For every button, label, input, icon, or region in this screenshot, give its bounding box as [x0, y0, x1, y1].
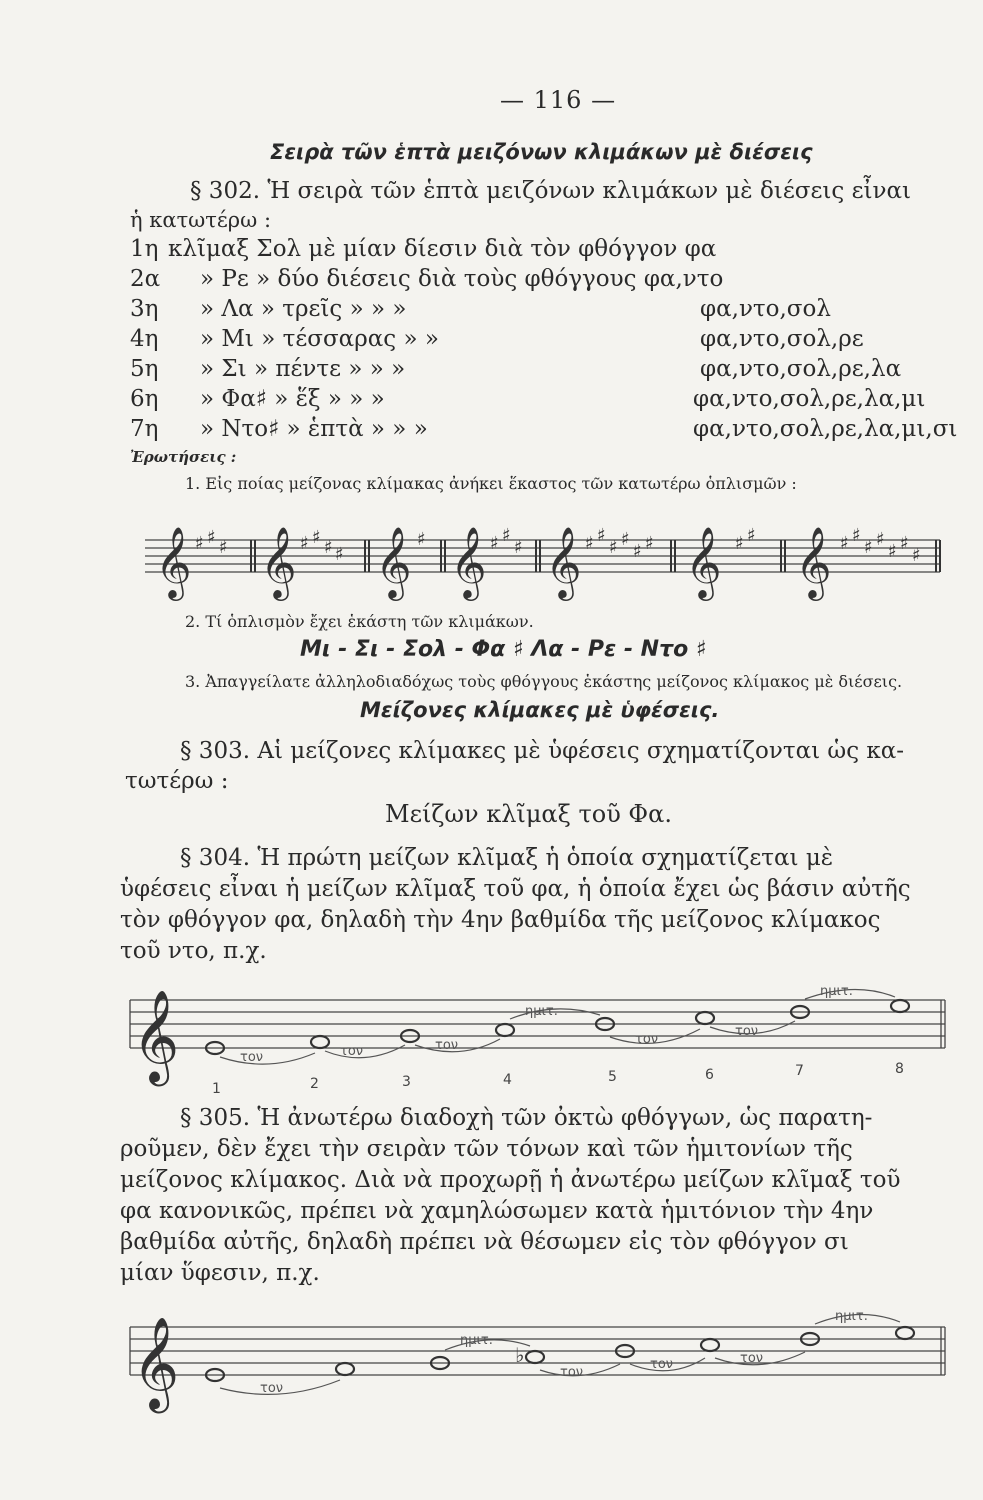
tone-label: τον [635, 1032, 659, 1047]
paragraph-302-line2: ἡ κατωτέρω : [130, 208, 272, 232]
scale-row-ord: 6η [130, 386, 159, 412]
svg-text:♯: ♯ [633, 541, 642, 562]
flat-icon: ♭ [515, 1343, 525, 1367]
paragraph-305-line6: μίαν ὕφεσιν, π.χ. [120, 1260, 320, 1286]
svg-text:♯: ♯ [490, 533, 499, 554]
scale-row-text: » Φα♯ » ἕξ » » » [200, 386, 385, 412]
tone-label: τον [260, 1381, 284, 1396]
paragraph-305-line5: βαθμίδα αὐτῆς, δηλαδὴ πρέπει νὰ θέσωμεν εἰς τὸν φθόγγον σι [120, 1229, 849, 1255]
tone-label: τον [740, 1351, 764, 1366]
scale-row-ord: 7η [130, 416, 159, 442]
scale-row-text: κλῖμαξ Σολ μὲ μίαν δίεσιν διὰ τὸν φθόγγον φα [168, 236, 717, 262]
tone-label: τον [435, 1038, 459, 1053]
tone-label: τον [560, 1365, 584, 1380]
svg-text:♯: ♯ [864, 537, 873, 558]
degree-number: 4 [503, 1072, 512, 1088]
paragraph-303-line1: § 303. Αἱ μείζονες κλίμακες μὲ ὑφέσεις σχηματίζονται ὡς κα- [180, 738, 905, 764]
paragraph-304-line3: τὸν φθόγγον φα, δηλαδὴ τὴν 4ην βαθμίδα τῆς μείζονος κλίμακος [120, 907, 881, 933]
question-2-answer: Μι - Σι - Σολ - Φα ♯ Λα - Ρε - Ντο ♯ [300, 637, 707, 662]
paragraph-304-line2: ὑφέσεις εἶναι ἡ μείζων κλῖμαξ τοῦ φα, ἡ ὁποία ἔχει ὡς βάσιν αὐτῆς [120, 876, 911, 902]
svg-text:♯: ♯ [195, 533, 204, 554]
question-2: 2. Τί ὁπλισμὸν ἔχει ἑκάστη τῶν κλιμάκων. [185, 612, 534, 631]
scale-row-text: » Λα » τρεῖς » » » [200, 296, 407, 322]
treble-clef-icon: 𝄞 [795, 525, 832, 598]
paragraph-303-line2: τωτέρω : [125, 768, 229, 794]
svg-text:♯: ♯ [335, 544, 344, 565]
semitone-label: ημιτ. [835, 1309, 868, 1324]
scale-row-text: » Μι » τέσσαρας » » [200, 326, 439, 352]
paragraph-302-line1: § 302. Ἡ σειρὰ τῶν ἑπτὰ μειζόνων κλιμάκων μὲ διέσεις εἶναι [190, 178, 912, 204]
treble-clef-icon: 𝄞 [545, 525, 582, 598]
scale-row-ord: 5η [130, 356, 159, 382]
section-title-flats: Μείζονες κλίμακες μὲ ὑφέσεις. [360, 698, 720, 722]
fa-scale-staff-with-flat [120, 1290, 950, 1420]
treble-clef-icon: 𝄞 [260, 525, 297, 598]
paragraph-305-line1: § 305. Ἡ ἀνωτέρω διαδοχὴ τῶν ὀκτὼ φθόγγων, ὡς παρατη- [180, 1105, 873, 1131]
semitone-label: ημιτ. [525, 1004, 558, 1019]
interval-slurs [220, 989, 895, 1064]
svg-text:♯: ♯ [852, 525, 861, 546]
scale-row-notes: φα,ντο,σολ,ρε,λα [700, 356, 902, 382]
svg-text:♯: ♯ [597, 525, 606, 546]
treble-clef-icon: 𝄞 [450, 525, 487, 598]
paragraph-305-line4: φα κανονικῶς, πρέπει νὰ χαμηλώσωμεν κατὰ ἡμιτόνιον τὴν 4ην [120, 1198, 874, 1224]
questions-label: Ἐρωτήσεις : [130, 448, 237, 466]
degree-number: 2 [310, 1076, 319, 1092]
svg-text:♯: ♯ [645, 533, 654, 554]
svg-text:♯: ♯ [900, 533, 909, 554]
degree-number: 8 [895, 1061, 904, 1077]
scale-row-notes: φα,ντο,σολ,ρε,λα,μι [693, 386, 926, 412]
svg-text:♯: ♯ [312, 527, 321, 548]
paragraph-305-line2: ροῦμεν, δὲν ἔχει τὴν σειρὰν τῶν τόνων καὶ τῶν ἡμιτονίων τῆς [120, 1136, 853, 1162]
degree-number: 1 [212, 1081, 221, 1097]
svg-text:♯: ♯ [514, 537, 523, 558]
paragraph-304-line1: § 304. Ἡ πρώτη μείζων κλῖμαξ ἡ ὁποία σχηματίζεται μὲ [180, 845, 834, 871]
semitone-label: ημιτ. [460, 1333, 493, 1348]
svg-text:♯: ♯ [912, 545, 921, 566]
degree-number: 7 [795, 1063, 804, 1079]
svg-text:♯: ♯ [219, 537, 228, 558]
scale-row-ord: 3η [130, 296, 159, 322]
scale-row-ord: 4η [130, 326, 159, 352]
paragraph-304-line4: τοῦ ντο, π.χ. [120, 938, 267, 964]
page-number: — 116 — [500, 86, 617, 114]
svg-text:♯: ♯ [888, 541, 897, 562]
scale-row-text: » Ντο♯ » ἑπτὰ » » » [200, 416, 428, 442]
svg-text:♯: ♯ [585, 533, 594, 554]
degree-number: 6 [705, 1067, 714, 1083]
degree-number: 5 [608, 1069, 617, 1085]
svg-text:♯: ♯ [300, 533, 309, 554]
scale-row-text: » Σι » πέντε » » » [200, 356, 406, 382]
degree-number: 3 [402, 1074, 411, 1090]
scale-row-text: » Ρε » δύο διέσεις διὰ τοὺς φθόγγους φα,ντο [200, 266, 724, 292]
svg-text:♯: ♯ [502, 525, 511, 546]
tone-label: τον [735, 1024, 759, 1039]
svg-text:♯: ♯ [840, 533, 849, 554]
svg-text:♯: ♯ [876, 529, 885, 550]
svg-text:♯: ♯ [417, 529, 426, 550]
paragraph-305-line3: μείζονος κλίμακος. Διὰ νὰ προχωρῇ ἡ ἀνωτέρω μείζων κλῖμαξ τοῦ [120, 1167, 901, 1193]
semitone-label: ημιτ. [820, 984, 853, 999]
fa-scale-staff [120, 975, 950, 1100]
tone-label: τον [340, 1044, 364, 1059]
key-signatures-staff [145, 505, 945, 610]
tone-label: τον [650, 1357, 674, 1372]
svg-text:♯: ♯ [621, 529, 630, 550]
fa-scale-title: Μείζων κλῖμαξ τοῦ Φα. [385, 800, 672, 828]
scale-row-ord: 2α [130, 266, 161, 292]
svg-text:♯: ♯ [747, 525, 756, 546]
tone-label: τον [240, 1050, 264, 1065]
svg-text:♯: ♯ [324, 537, 333, 558]
section-title-sharps: Σειρὰ τῶν ἑπτὰ μειζόνων κλιμάκων μὲ διέσεις [270, 140, 813, 164]
question-3: 3. Ἀπαγγείλατε ἀλληλοδιαδόχως τοὺς φθόγγους ἑκάστης μείζονος κλίμακος μὲ διέσεις. [185, 672, 903, 691]
svg-text:♯: ♯ [207, 527, 216, 548]
treble-clef-icon: 𝄞 [132, 989, 180, 1082]
treble-clef-icon: 𝄞 [685, 525, 722, 598]
treble-clef-icon: 𝄞 [155, 525, 192, 598]
scale-row-ord: 1η [130, 236, 159, 262]
svg-text:♯: ♯ [609, 537, 618, 558]
scale-row-notes: φα,ντο,σολ [700, 296, 831, 322]
question-1: 1. Εἰς ποίας μείζονας κλίμακας ἀνήκει ἕκαστος τῶν κατωτέρω ὁπλισμῶν : [185, 474, 797, 493]
svg-text:♯: ♯ [735, 533, 744, 554]
treble-clef-icon: 𝄞 [132, 1316, 180, 1409]
treble-clef-icon: 𝄞 [375, 525, 412, 598]
scale-row-notes: φα,ντο,σολ,ρε,λα,μι,σι [693, 416, 958, 442]
scale-row-notes: φα,ντο,σολ,ρε [700, 326, 864, 352]
